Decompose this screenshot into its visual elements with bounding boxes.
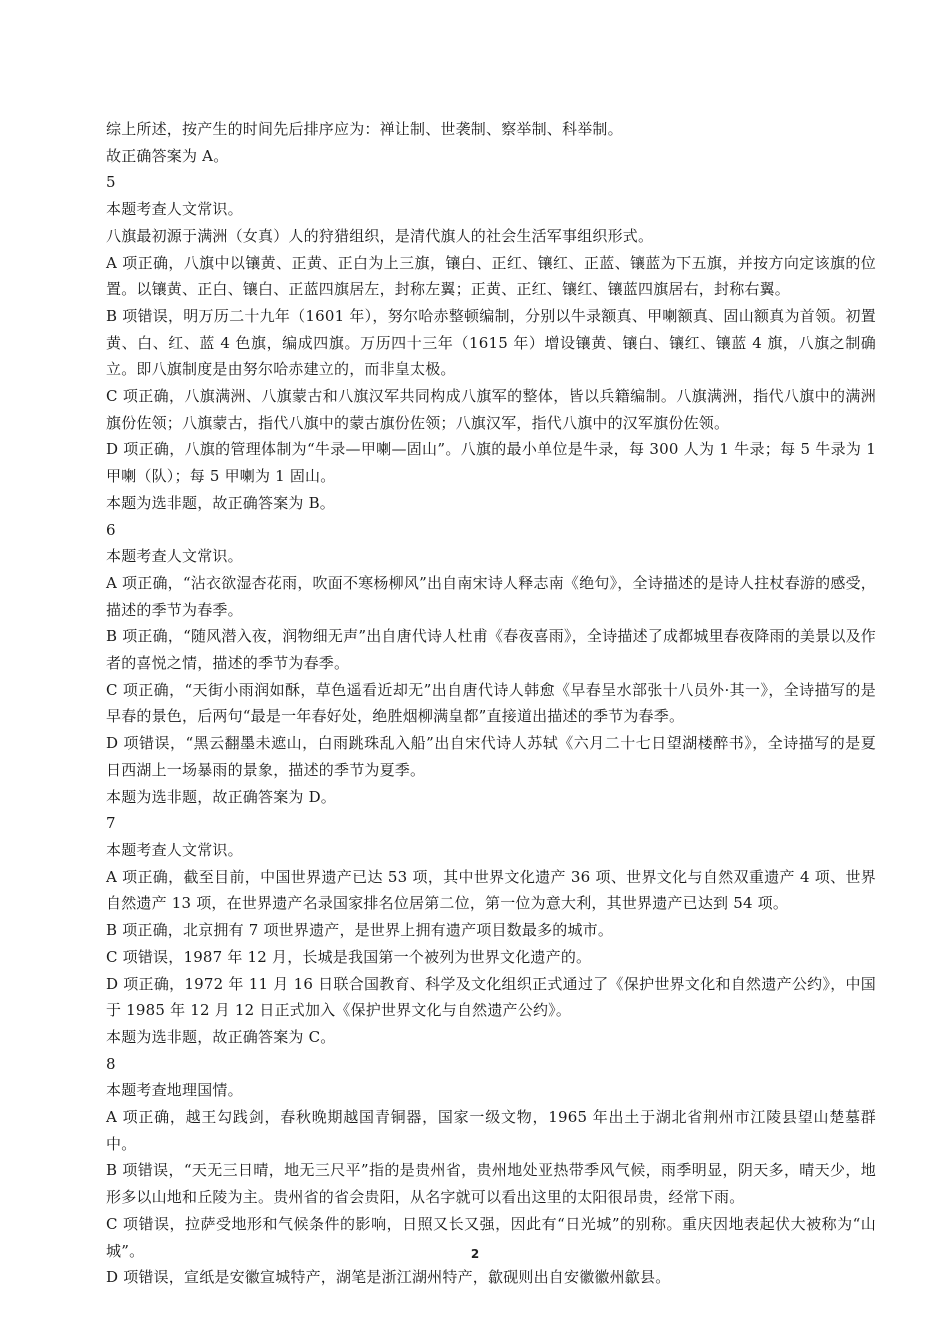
- paragraph: 八旗最初源于满洲（女真）人的狩猎组织，是清代旗人的社会生活军事组织形式。: [106, 226, 654, 245]
- option-d: D 项正确，八旗的管理体制为“牛录—甲喇—固山”。八旗的最小单位是牛录，每 300 人为 1 牛录；每 5 牛录为 1 甲喇（队）；每 5 甲喇为 1 固山。: [106, 440, 876, 486]
- option-a: A 项正确，“沾衣欲湿杏花雨，吹面不寒杨柳风”出自南宋诗人释志南《绝句》，全诗描述的是诗人拄杖春游的感受，描述的季节为春季。: [106, 573, 876, 619]
- option-c: C 项正确，八旗满洲、八旗蒙古和八旗汉军共同构成八旗军的整体，皆以兵籍编制。八旗满洲，指代八旗中的满洲旗份佐领；八旗蒙古，指代八旗中的蒙古旗份佐领；八旗汉军，指代八旗中的汉军旗份佐领。: [106, 387, 876, 432]
- topic-line: 本题考查人文常识。: [106, 200, 243, 219]
- option-c: C 项错误，1987 年 12 月，长城是我国第一个被列为世界文化遗产的。: [106, 947, 592, 966]
- option-b: B 项正确，北京拥有 7 项世界遗产，是世界上拥有遗产项目数最多的城市。: [106, 921, 614, 940]
- page-number: 2: [470, 1247, 480, 1261]
- option-a: A 项正确，八旗中以镶黄、正黄、正白为上三旗，镶白、正红、镶红、正蓝、镶蓝为下五旗，并按方向定该旗的位置。以镶黄、正白、镶白、正蓝四旗居左，封称左翼；正黄、正红、镶红、镶蓝四旗居右，封称右翼。: [106, 253, 876, 299]
- answer-line: 本题为选非题，故正确答案为 D。: [106, 787, 336, 806]
- option-b: B 项正确，“随风潜入夜，润物细无声”出自唐代诗人杜甫《春夜喜雨》，全诗描述了成都城里春夜降雨的美景以及作者的喜悦之情，描述的季节为春季。: [106, 627, 876, 673]
- topic-line: 本题考查人文常识。: [106, 840, 243, 859]
- option-a: A 项正确，越王勾践剑，春秋晚期越国青铜器，国家一级文物，1965 年出土于湖北省荆州市江陵县望山楚墓群中。: [106, 1108, 876, 1153]
- topic-line: 本题考查人文常识。: [106, 547, 243, 566]
- option-d: D 项错误，“黑云翻墨未遮山，白雨跳珠乱入船”出自宋代诗人苏轼《六月二十七日望湖楼醉书》，全诗描写的是夏日西湖上一场暴雨的景象，描述的季节为夏季。: [106, 734, 876, 779]
- paragraph-summary: 综上所述，按产生的时间先后排序应为：禅让制、世袭制、察举制、科举制。: [106, 120, 623, 138]
- option-d: D 项错误，宣纸是安徽宣城特产，湖笔是浙江湖州特产，歙砚则出自安徽徽州歙县。: [106, 1268, 671, 1287]
- answer-line: 本题为选非题，故正确答案为 C。: [106, 1027, 336, 1046]
- option-a: A 项正确，截至目前，中国世界遗产已达 53 项，其中世界文化遗产 36 项、世界文化与自然双重遗产 4 项、世界自然遗产 13 项，在世界遗产名录国家排名位居第二位，第一位为意大利，其世界遗产已达到 54 项。: [106, 867, 876, 913]
- question-number: 5: [106, 173, 116, 192]
- question-number: 7: [106, 814, 116, 833]
- question-number: 8: [106, 1054, 116, 1073]
- topic-line: 本题考查地理国情。: [106, 1081, 243, 1100]
- document-body: [106, 116, 876, 1291]
- option-d: D 项正确，1972 年 11 月 16 日联合国教育、科学及文化组织正式通过了《保护世界文化和自然遗产公约》，中国于 1985 年 12 月 12 日正式加入《保护世界文化与自然遗产公约》。: [106, 974, 876, 1020]
- answer-line: 本题为选非题，故正确答案为 B。: [106, 493, 335, 512]
- option-b: B 项错误，明万历二十九年（1601 年），努尔哈赤整顿编制，分别以牛录额真、甲喇额真、固山额真为首领。初置黄、白、红、蓝 4 色旗，编成四旗。万历四十三年（1615 年）增设镶黄、镶白、镶红、镶蓝 4 旗，八旗之制确立。即八旗制度是由努尔哈赤建立的，而非皇太极。: [106, 306, 876, 379]
- answer-line: 故正确答案为 A。: [106, 146, 229, 165]
- option-c: C 项错误，拉萨受地形和气候条件的影响，日照又长又强，因此有“日光城”的别称。重庆因地表起伏大被称为“山城”。: [106, 1214, 876, 1260]
- option-c: C 项正确，“天街小雨润如酥，草色遥看近却无”出自唐代诗人韩愈《早春呈水部张十八员外·其一》，全诗描写的是早春的景色，后两句“最是一年春好处，绝胜烟柳满皇都”直接道出描述的季节为春季。: [106, 680, 876, 726]
- option-b: B 项错误，“天无三日晴，地无三尺平”指的是贵州省，贵州地处亚热带季风气候，雨季明显，阴天多，晴天少，地形多以山地和丘陵为主。贵州省的省会贵阳，从名字就可以看出这里的太阳很昂贵，经常下雨。: [106, 1161, 876, 1207]
- question-number: 6: [106, 520, 116, 539]
